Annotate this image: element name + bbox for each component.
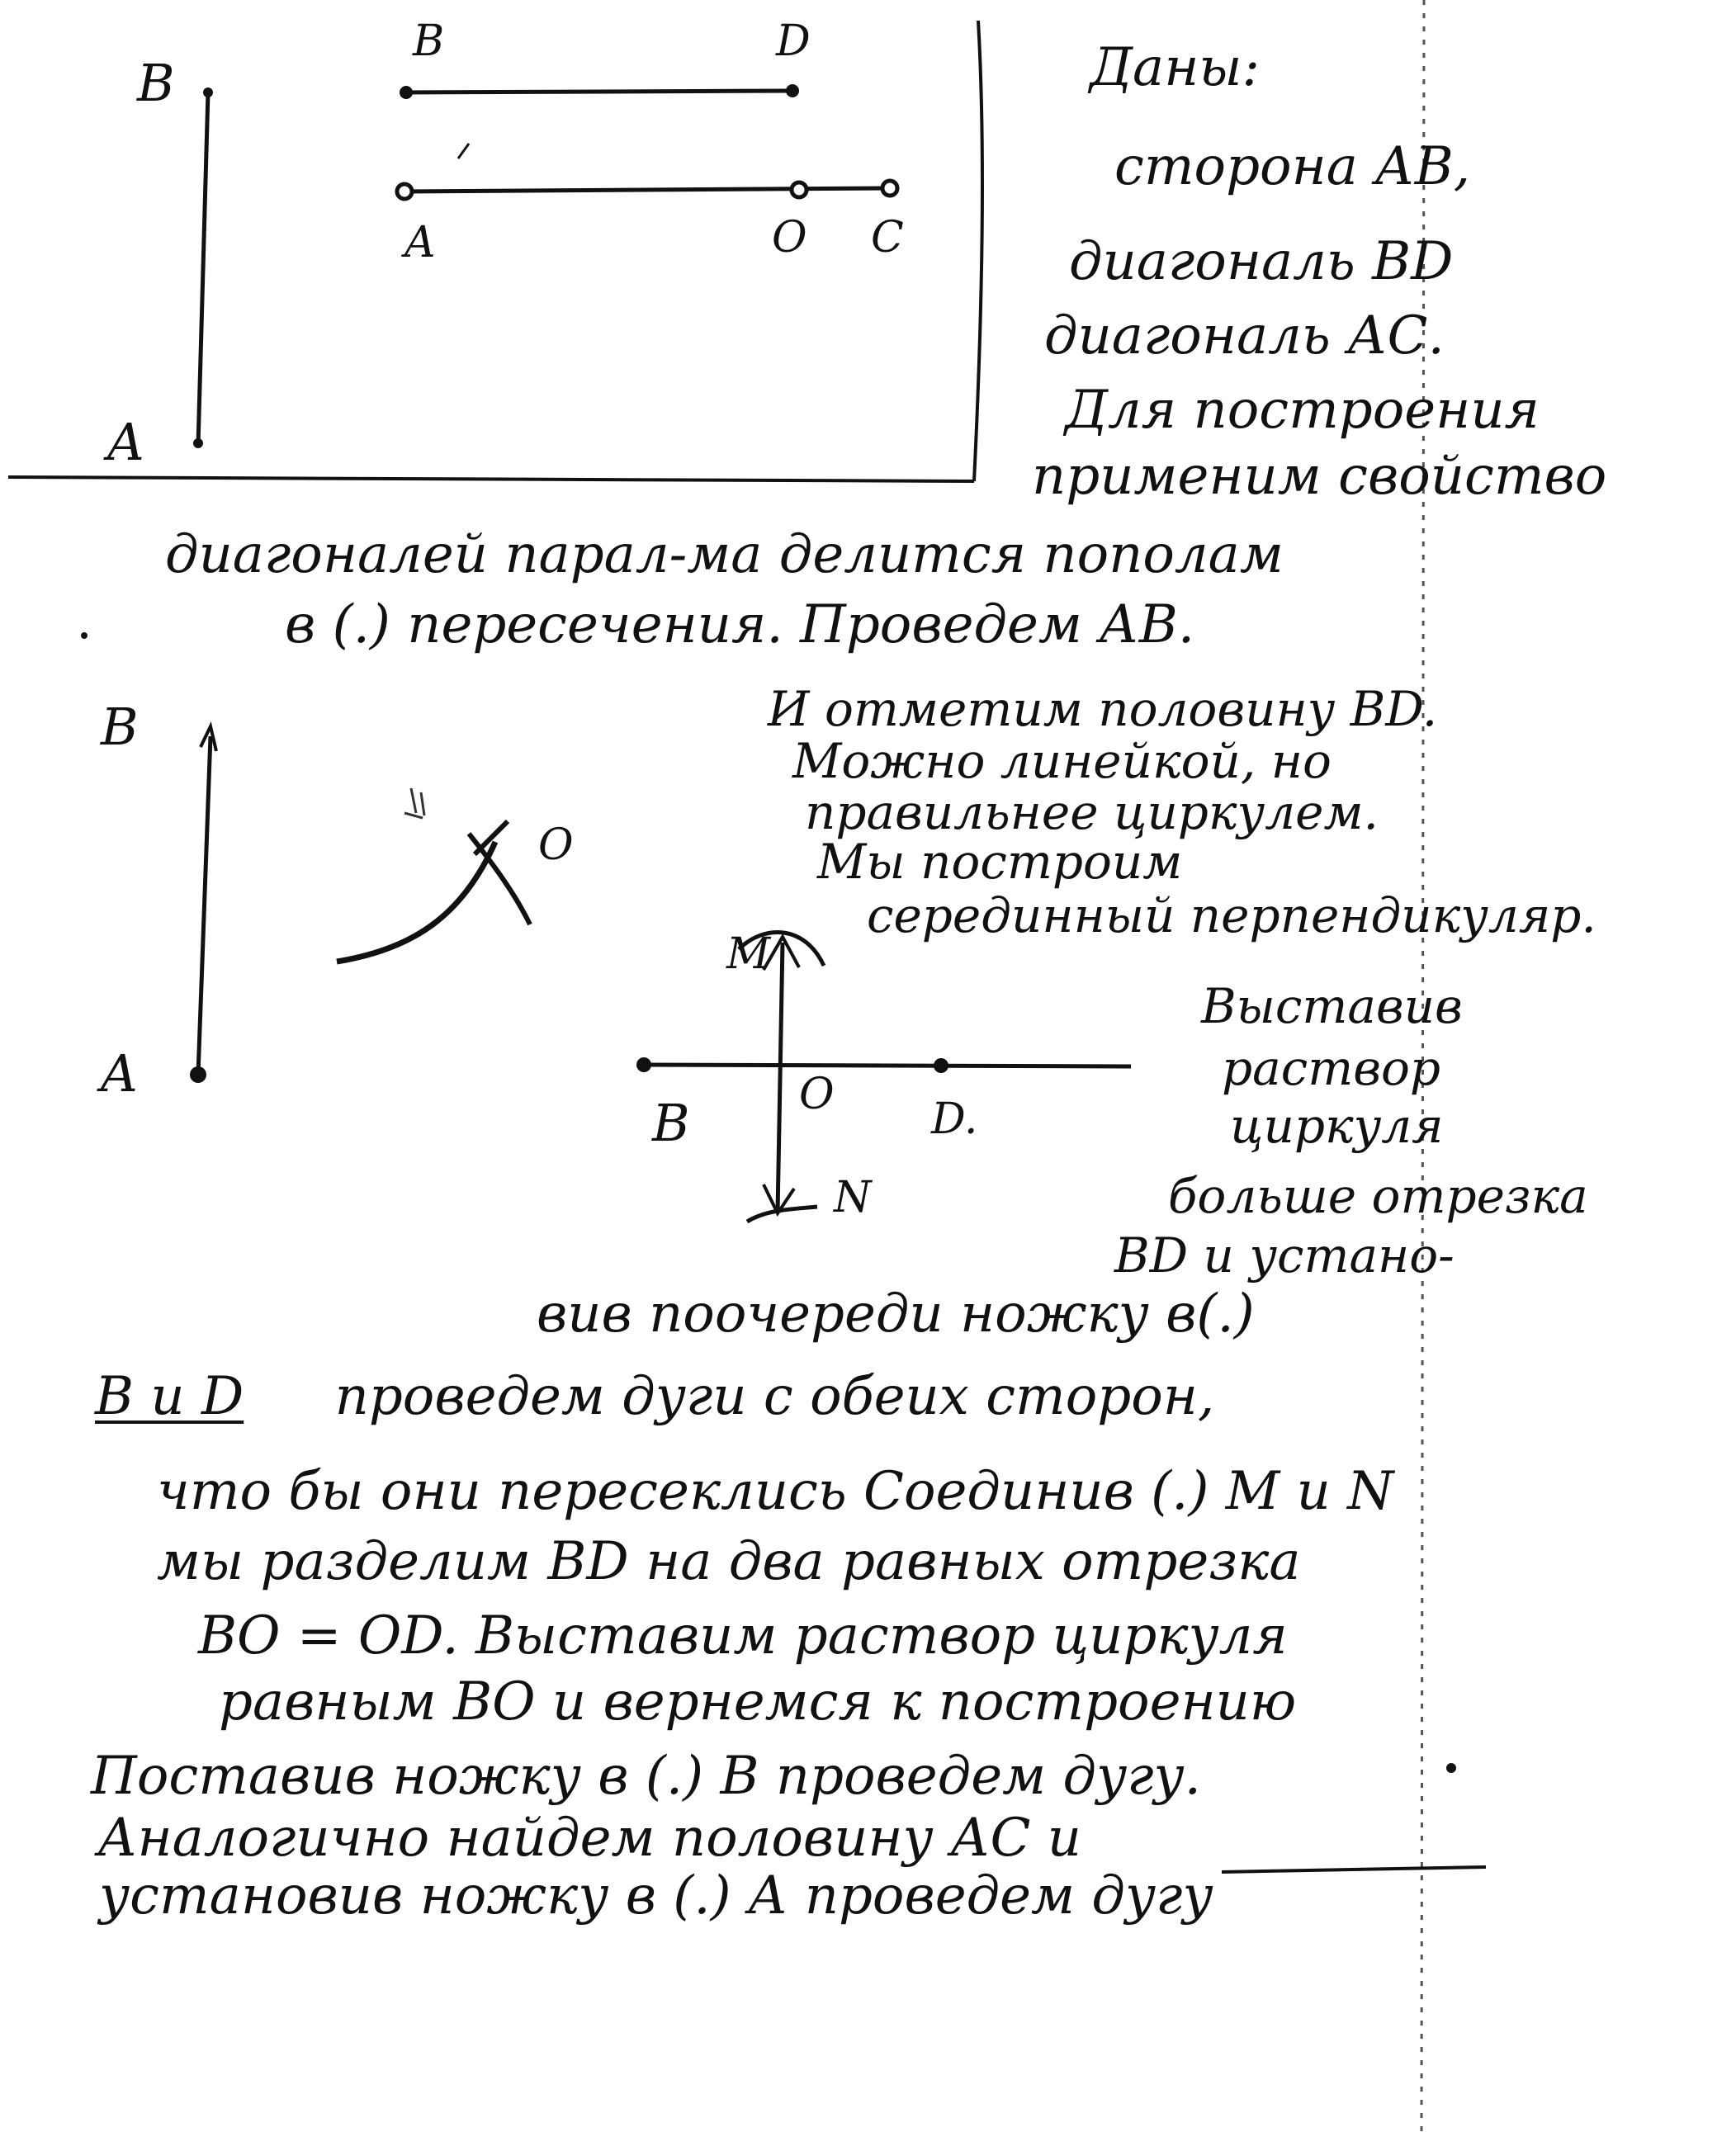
paragraph3-line-4: больше отрезка xyxy=(1168,1168,1588,1224)
fig2-arc xyxy=(337,842,495,962)
fig1-point-a2 xyxy=(397,184,412,199)
fig1-point-bd-left xyxy=(400,86,413,99)
fig3-perpendicular xyxy=(778,943,783,1213)
paragraph4-underlined-points: В и D xyxy=(95,1366,244,1427)
frame-right-edge xyxy=(974,21,982,481)
fig1-point-bd-right xyxy=(786,84,799,97)
fig3-label-n: N xyxy=(834,1173,872,1222)
fig1-point-o xyxy=(792,182,807,197)
given-line-2: диагональ ВD xyxy=(1069,231,1454,292)
fig3-label-d: D. xyxy=(931,1094,978,1144)
paragraph4-line-1: вив поочереди ножку в(.) xyxy=(537,1283,1255,1345)
fig1-label-bd-b: B xyxy=(413,17,445,66)
fig2-point-a xyxy=(190,1066,206,1083)
paragraph2-line-5: серединный перпендикуляр. xyxy=(867,887,1596,943)
fig3-point-d xyxy=(934,1058,948,1073)
paragraph2-line-2: Можно линейкой, но xyxy=(792,733,1332,789)
fig1-label-ac-a: A xyxy=(404,218,436,267)
paragraph2-line-3: правильнее циркулем. xyxy=(805,784,1379,840)
given-line-3: диагональ АС. xyxy=(1044,305,1445,366)
paragraph4-line-8: Аналогично найдем половину АС и xyxy=(97,1808,1081,1869)
fig1-segment-ab xyxy=(198,92,208,446)
fig1-label-a: A xyxy=(107,412,144,472)
paragraph3-line-2: раствор xyxy=(1222,1040,1440,1096)
fig1-label-ac-o: O xyxy=(772,213,807,262)
strike-line xyxy=(1222,1867,1486,1872)
fig1-segment-ac xyxy=(404,188,890,191)
fig2-label-o: O xyxy=(538,820,574,870)
paragraph3-line-5: ВD и устано- xyxy=(1114,1227,1455,1283)
paragraph3-line-1: Выставив xyxy=(1201,978,1463,1034)
paragraph1-line-1: диагоналей парал-ма делится пополам xyxy=(165,524,1284,585)
fig2-label-b: B xyxy=(101,697,139,757)
paragraph3-line-3: циркуля xyxy=(1230,1098,1444,1154)
given-line-5: применим свойство xyxy=(1032,446,1607,507)
paragraph4-line-4: мы разделим ВD на два равных отрезка xyxy=(157,1531,1301,1592)
fig1-label-b: B xyxy=(137,53,175,113)
given-heading: Даны: xyxy=(1090,37,1261,98)
fig3-point-b xyxy=(636,1057,651,1072)
given-line-1: сторона АВ, xyxy=(1114,136,1471,197)
fig1-label-bd-d: D xyxy=(776,17,811,66)
fig3-label-b: B xyxy=(652,1093,690,1153)
paragraph4-line-2 xyxy=(95,1366,1215,1427)
paragraph4-line-7: Поставив ножку в (.) В проведем дугу. xyxy=(91,1746,1201,1807)
stray-dot xyxy=(1446,1763,1456,1773)
fig3-label-m: M xyxy=(726,929,771,979)
paragraph4-line-3: что бы они пересеклись Соединив (.) М и N xyxy=(157,1461,1394,1522)
fig1-point-a xyxy=(193,438,203,448)
paragraph1-line-2: в (.) пересечения. Проведем АВ. xyxy=(285,594,1195,655)
fig1-point-b xyxy=(203,87,213,97)
fig1-segment-bd xyxy=(406,91,792,92)
paragraph4-line-5: ВО = ОD. Выставим раствор циркуля xyxy=(198,1605,1288,1666)
separator-line xyxy=(8,477,974,481)
fig2-segment-ab xyxy=(198,736,210,1075)
fig1-label-ac-c: C xyxy=(871,213,904,262)
paragraph2-line-1: И отметим половину ВD. xyxy=(768,681,1438,737)
paragraph4-line-6: равным ВО и вернемся к построению xyxy=(219,1671,1297,1733)
fig1-point-c xyxy=(882,181,897,196)
paragraph4-line-2-rest: проведем дуги с обеих сторон, xyxy=(334,1366,1215,1427)
paragraph4-line-9: установив ножку в (.) А проведем дугу xyxy=(99,1865,1213,1926)
fig3-label-o: O xyxy=(799,1070,835,1119)
fig2-label-a: A xyxy=(101,1043,138,1104)
fig3-segment-bd xyxy=(644,1065,1131,1066)
paragraph2-line-4: Мы построим xyxy=(817,834,1183,890)
given-line-4: Для построения xyxy=(1065,380,1540,441)
fig2-pencil-scribble xyxy=(404,788,424,818)
stray-mark xyxy=(458,144,469,158)
stray-dot-2 xyxy=(81,632,88,639)
